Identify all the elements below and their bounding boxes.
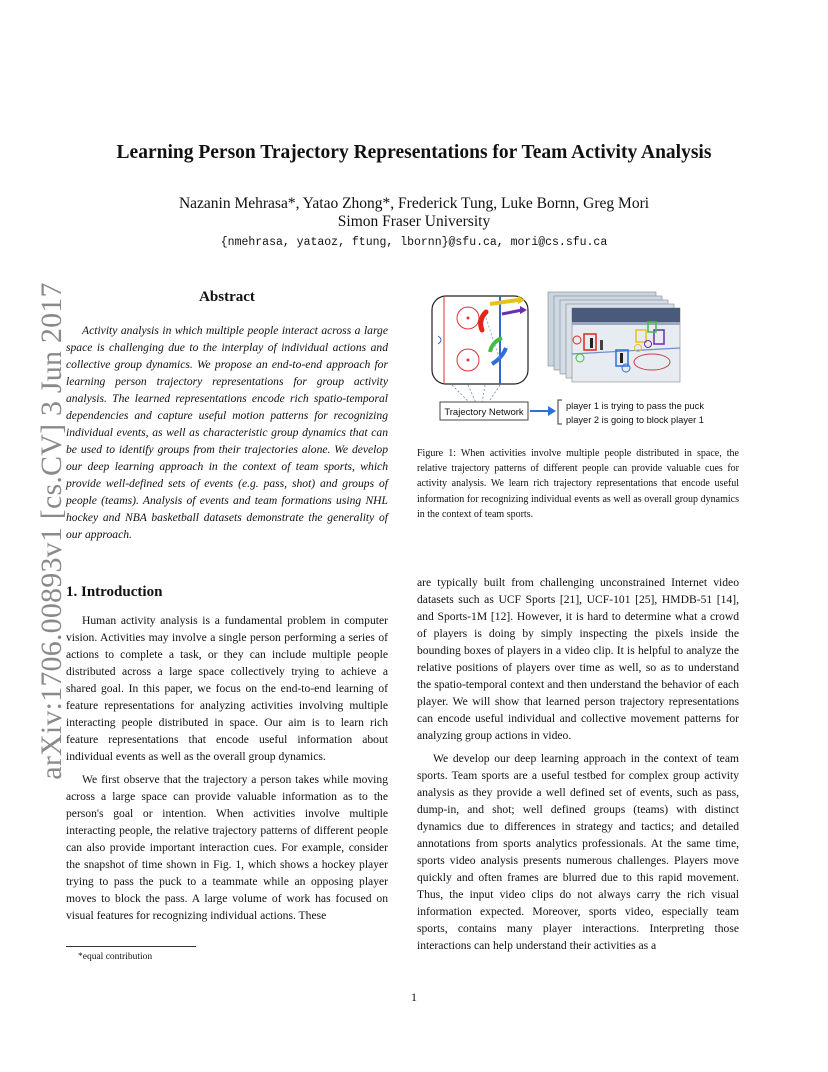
author-list: Nazanin Mehrasa*, Yatao Zhong*, Frederick Tung, Luke Bornn, Greg Mori	[178, 195, 650, 212]
footnote: *equal contribution	[78, 952, 153, 962]
figure-1-caption: Figure 1: When activities involve multiple people distributed in space, the relative trajectory patterns of different people can provide valuable cues for activity analysis. We learn rich trajectory representations that encode useful information for recognizing individual events as well as overall group dynamics in the context of team sports.	[417, 448, 739, 520]
rink-diagram	[432, 296, 528, 384]
intro-paragraph-2: We first observe that the trajectory a person takes while moving across a large space can provide valuable information as to the person's goal or intention. When activities involve multiple interacting people, the relative trajectory patterns of different people can also provide important interaction cues. For example, consider the snapshot of time shown in Fig. 1, which shows a hockey player trying to pass the puck to a teammate while an opposing player moves to block the pass. A large volume of work has focused on visual features for recognizing individual actions. These	[66, 773, 388, 922]
paper-title: Learning Person Trajectory Representations for Team Activity Analysis	[116, 142, 712, 163]
output-bracket	[558, 400, 562, 424]
figure-1	[430, 290, 730, 430]
output-line-1: player 1 is trying to pass the puck	[566, 401, 704, 411]
abstract-text: Activity analysis in which multiple people interact across a large space is challenging due to the interplay of individual actions and collective group dynamics. We propose an end-to-end approach for learning person trajectory representations for group activity analysis. The learned representations encode rich spatio-temporal dependencies and capture useful motion patterns for recognizing individual events, as well as characteristic group dynamics that can be used to identify groups from their trajectories alone. We develop our deep learning approach in the context of team sports, which provide well-defined sets of events (e.g. pass, shot) and groups of people (teams). Analysis of events and team formations using NHL hockey and NBA basketball datasets demonstrate the generality of our approach.	[66, 324, 388, 541]
page-number: 1	[411, 990, 417, 1004]
output-line-2: player 2 is going to block player 1	[566, 415, 704, 425]
right-column-text	[417, 574, 739, 954]
footnote-rule	[66, 946, 196, 947]
left-column-text	[66, 612, 388, 924]
intro-paragraph-4: We develop our deep learning approach in the context of team sports. Team sports are a useful testbed for complex group activity analysis as they provide a well defined set of events, such as pass, dump-in, and shot; well defined groups (teams) with distinct dynamics due to differences in strategy and tactics; and detailed annotations from sports analytics professionals. At the same time, sports video analysis presents numerous challenges. Players move quickly and often frames are blurred due to this rapid movement. Thus, the input video clips do not always carry the rich visual information expected. Moreover, sports video, especially team sports, contains many player interactions. Interpreting those interactions can help understand their activities as a	[417, 752, 739, 952]
affiliation: Simon Fraser University	[337, 213, 491, 230]
dotted-arrows	[452, 385, 500, 403]
intro-paragraph-3: are typically built from challenging unconstrained Internet video datasets such as UCF Sports [21], UCF-101 [25], HMDB-51 [14], and Sports-1M [12]. However, it is hard to determine what a crowd of players is doing by simply inspecting the pixels inside the bounding boxes of players in a video clip. It is helpful to analyze the relative positions of players over time as well, so as to understand the spatio-temporal context and then understand the behavior of each player. We will show that learned person trajectory representations can encode useful individual and collective movement patterns for analyzing group actions in video.	[417, 576, 739, 742]
author-emails: {nmehrasa, yataoz, ftung, lbornn}@sfu.ca, mori@cs.sfu.ca	[220, 236, 608, 249]
figure-1-illustration	[430, 290, 730, 430]
abstract-heading: Abstract	[199, 289, 255, 305]
trajectory-network-label: Trajectory Network	[444, 407, 524, 418]
output-arrowhead	[548, 406, 556, 416]
arxiv-side-label: arXiv:1706.00893v1 [cs.CV] 3 Jun 2017	[35, 282, 68, 780]
video-frames	[548, 292, 680, 382]
section-heading-introduction: 1. Introduction	[66, 584, 163, 600]
abstract-body	[66, 322, 388, 543]
intro-paragraph-1: Human activity analysis is a fundamental problem in computer vision. Activities may involve a single person performing a series of actions to complete a task, or they can include multiple people distributed across a large space collectively trying to achieve a shared goal. In this paper, we focus on the end-to-end learning of feature representations for analyzing activities involving multiple interacting people distributed in space. Our aim is to learn rich feature representations that encode useful information about individual events as well as the overall group dynamics.	[66, 614, 388, 763]
